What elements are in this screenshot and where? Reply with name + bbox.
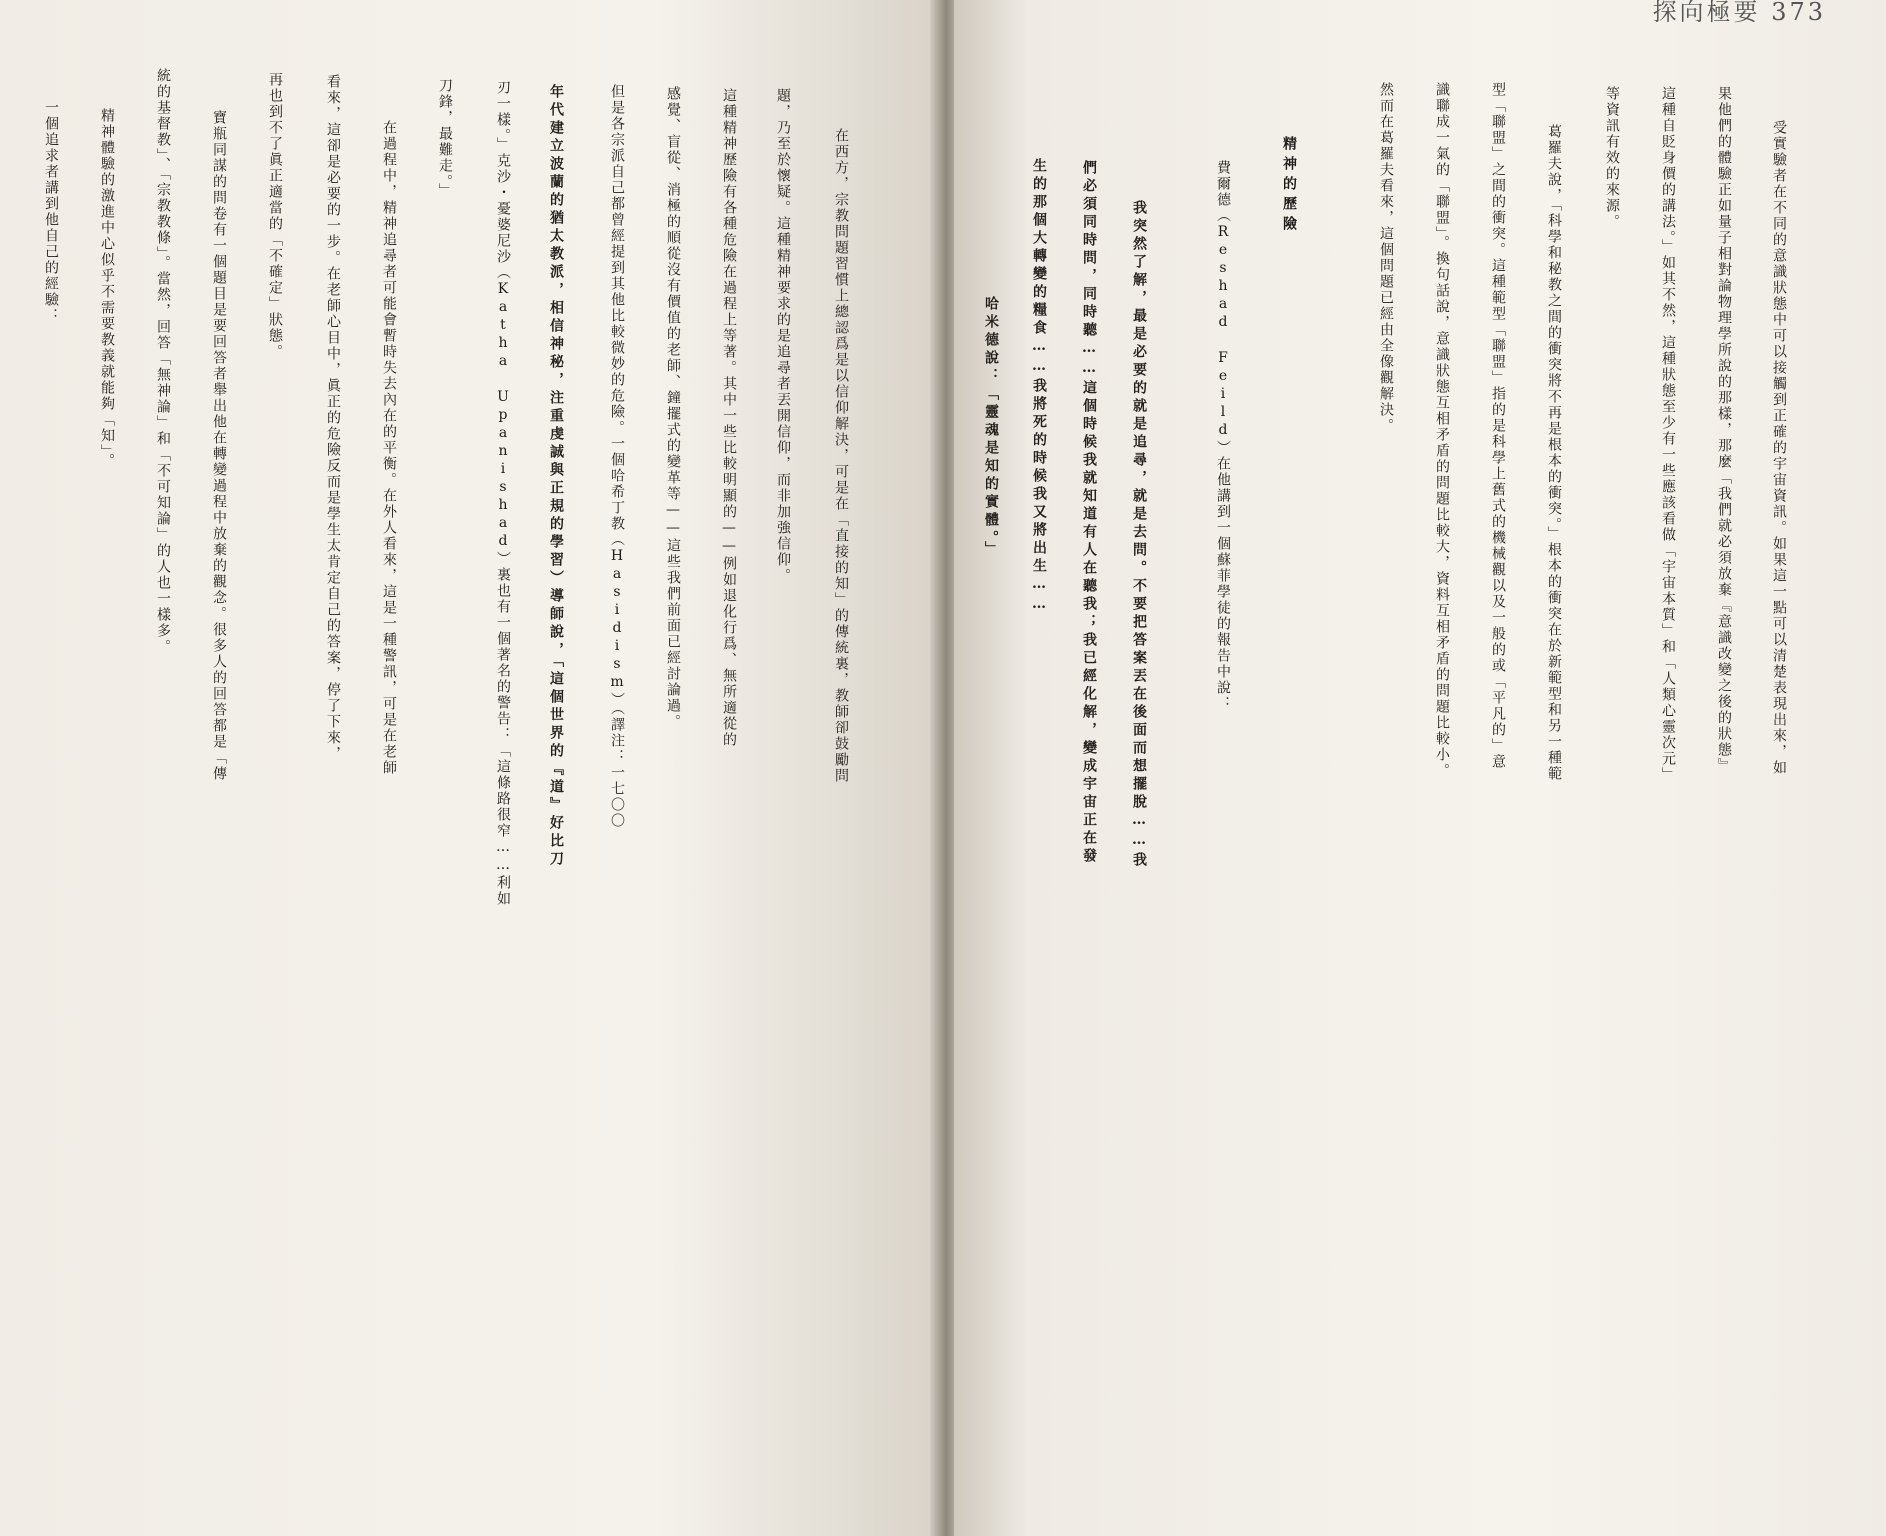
- quote-column-4: 哈米德說：「靈魂是知的實體。」: [983, 296, 999, 559]
- right-column-5: 葛羅夫說，「科學和秘教之間的衝突將不再是根本的衝突。」根本的衝突在於新範型和另一種範: [1546, 124, 1562, 782]
- right-column-4: 等資訊有效的來源。: [1604, 86, 1620, 230]
- left-column-13: 統的基督教」、「宗教教條」。當然，回答「無神論」和「不可知論」的人也一樣多。: [155, 68, 171, 655]
- left-column-10: 看來，這卻是必要的一步。在老師心目中，眞正的危險反而是學生太肯定自己的答案，停了下來，: [325, 74, 341, 762]
- left-column-15: 一個追求者講到他自己的經驗：: [43, 100, 59, 324]
- right-column-9: 費爾德（Reshad Feild）在他講到一個蘇菲學徒的報告中說：: [1215, 160, 1231, 712]
- right-column-8: 然而在葛羅夫看來，這個問題已經由全像觀解決。: [1378, 82, 1394, 434]
- right-page: [954, 0, 1886, 1536]
- left-column-1: 在西方，宗教問題習慣上總認爲是以信仰解決，可是在「直接的知」的傳統裏，教師卻鼓勵問: [833, 128, 849, 784]
- left-column-7: 刃一樣。」克沙・憂婆尼沙（Katha Upanishad）裏也有一個著名的警告：「這條路很窄……利如: [495, 80, 511, 907]
- left-column-11: 再也到不了眞正適當的「不確定」狀態。: [267, 72, 283, 360]
- left-column-9: 在過程中，精神追尋者可能會暫時失去內在的平衡。在外人看來，這是一種警訊，可是在老師: [381, 120, 397, 776]
- right-column-3: 這種自貶身價的講法。」如其不然，這種狀態至少有一些應該看做「宇宙本質」和「人類心靈次元」: [1660, 86, 1676, 783]
- left-column-14: 精神體驗的激進中心似乎不需要教義就能夠「知」。: [99, 108, 115, 469]
- left-page: [0, 0, 938, 1536]
- right-column-1: 受實驗者在不同的意識狀態中可以接觸到正確的宇宙資訊。如果這一點可以清楚表現出來，如: [1771, 120, 1787, 776]
- left-column-5: 但是各宗派自己都曾經提到其他比較微妙的危險。一個哈希丁教（Hasidism）（譯注：一七〇〇: [609, 84, 625, 829]
- right-column-6: 型「聯盟」之間的衝突。這種範型「聯盟」指的是科學上舊式的機械觀以及一般的或「平凡的」意: [1490, 82, 1506, 770]
- left-column-4: 感覺、盲從、消極的順從沒有價值的老師、鐘擺式的變革等——這些我們前面已經討論過。: [665, 86, 681, 730]
- left-column-2: 題，乃至於懷疑。這種精神要求的是追尋者丟開信仰，而非加強信仰。: [775, 88, 791, 584]
- left-column-3: 這種精神歷險有各種危險在過程上等著。其中一些比較明顯的——例如退化行爲、無所適從的: [721, 88, 737, 748]
- running-head: 探向極要 373: [1652, 0, 1826, 26]
- left-column-8: 刀鋒，最難走。」: [437, 78, 453, 199]
- right-column-7: 識聯成一氣的「聯盟」。換句話說，意識狀態互相矛盾的問題比較大，資料互相矛盾的問題比較小。: [1434, 82, 1450, 779]
- right-column-2: 果他們的體驗正如量子相對論物理學所說的那樣，那麼「我們就必須放棄『意識改變之後的狀態』: [1716, 86, 1732, 774]
- left-column-6: 年代建立波蘭的猶太教派，相信神秘，注重虔誠與正規的學習）導師說，「這個世界的『道』好比刀: [548, 84, 564, 869]
- section-heading: 精神的歷險: [1281, 136, 1297, 236]
- quote-column-3: 生的那個大轉變的糧食……我將死的時候我又將出生……: [1031, 158, 1047, 616]
- quote-column-2: 們必須同時問，同時聽……這個時候我就知道有人在聽我；我已經化解，變成宇宙正在發: [1081, 160, 1097, 866]
- quote-column-1: 我突然了解，最是必要的就是追尋，就是去問。不要把答案丟在後面而想擺脫……我: [1131, 200, 1147, 870]
- left-column-12: 寶瓶同謀的問卷有一個題目是要回答者舉出他在轉變過程中放棄的觀念。很多人的回答都是「傳: [211, 110, 227, 782]
